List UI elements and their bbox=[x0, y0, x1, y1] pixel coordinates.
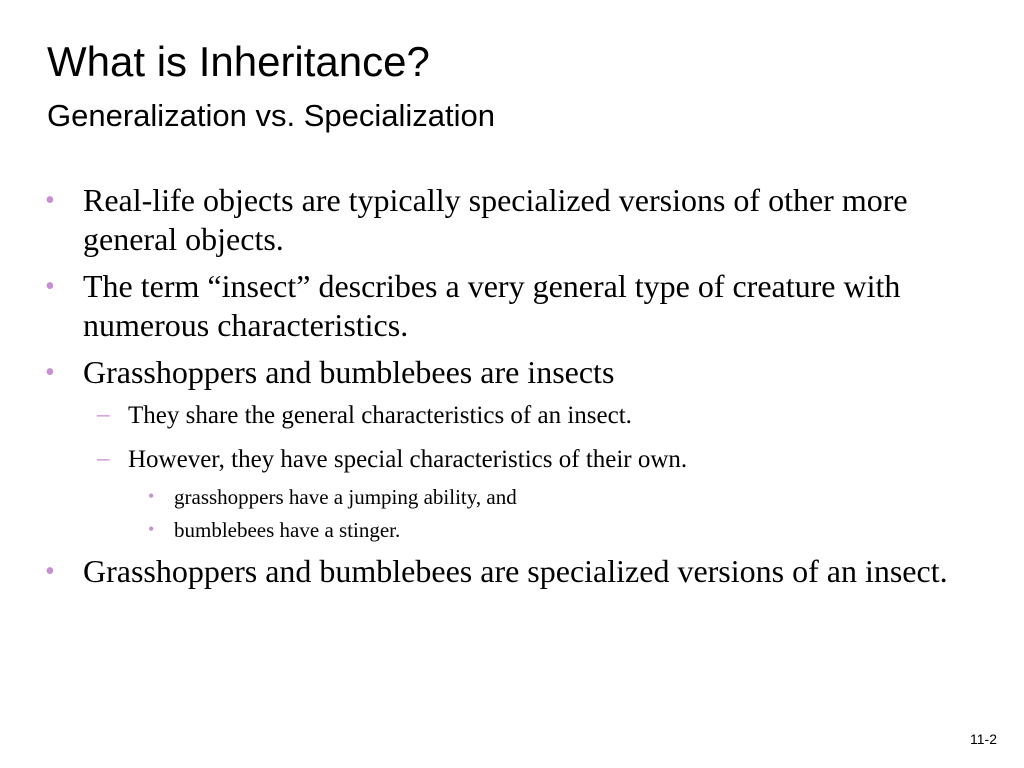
nested-bullet-item bbox=[148, 483, 974, 511]
nested-bullet-text: grasshoppers have a jumping ability, and bbox=[174, 485, 517, 509]
bullet-marker: • bbox=[45, 271, 55, 302]
bullet-marker: • bbox=[45, 556, 55, 587]
sub-bullet-item bbox=[97, 400, 968, 432]
slide-title: What is Inheritance? bbox=[47, 38, 430, 85]
sub-bullet-text: However, they have special characteristics of their own. bbox=[128, 446, 688, 473]
page-number: 11-2 bbox=[970, 731, 997, 747]
bullet-marker: • bbox=[45, 185, 55, 216]
bullet-item bbox=[45, 552, 973, 591]
bullet-marker: • bbox=[148, 486, 155, 506]
bullet-text: Real-life objects are typically specialized versions of other more general objects. bbox=[83, 182, 908, 257]
bullet-text: Grasshoppers and bumblebees are insects bbox=[83, 354, 615, 390]
nested-bullet-item bbox=[148, 516, 974, 544]
dash-marker: – bbox=[97, 445, 110, 472]
dash-marker: – bbox=[97, 401, 110, 428]
sub-bullet-text: They share the general characteristics of an insect. bbox=[128, 402, 632, 429]
bullet-marker: • bbox=[148, 519, 155, 539]
bullet-item bbox=[45, 267, 973, 345]
bullet-item bbox=[45, 353, 973, 392]
nested-bullet-text: bumblebees have a stinger. bbox=[174, 518, 401, 542]
sub-bullet-item bbox=[97, 444, 968, 476]
slide-subtitle: Generalization vs. Specialization bbox=[47, 98, 496, 133]
bullet-text: The term “insect” describes a very general type of creature with numerous characteristics. bbox=[83, 268, 901, 343]
bullet-text: Grasshoppers and bumblebees are specialized versions of an insect. bbox=[83, 553, 948, 589]
bullet-item bbox=[45, 181, 973, 259]
bullet-marker: • bbox=[45, 357, 55, 388]
